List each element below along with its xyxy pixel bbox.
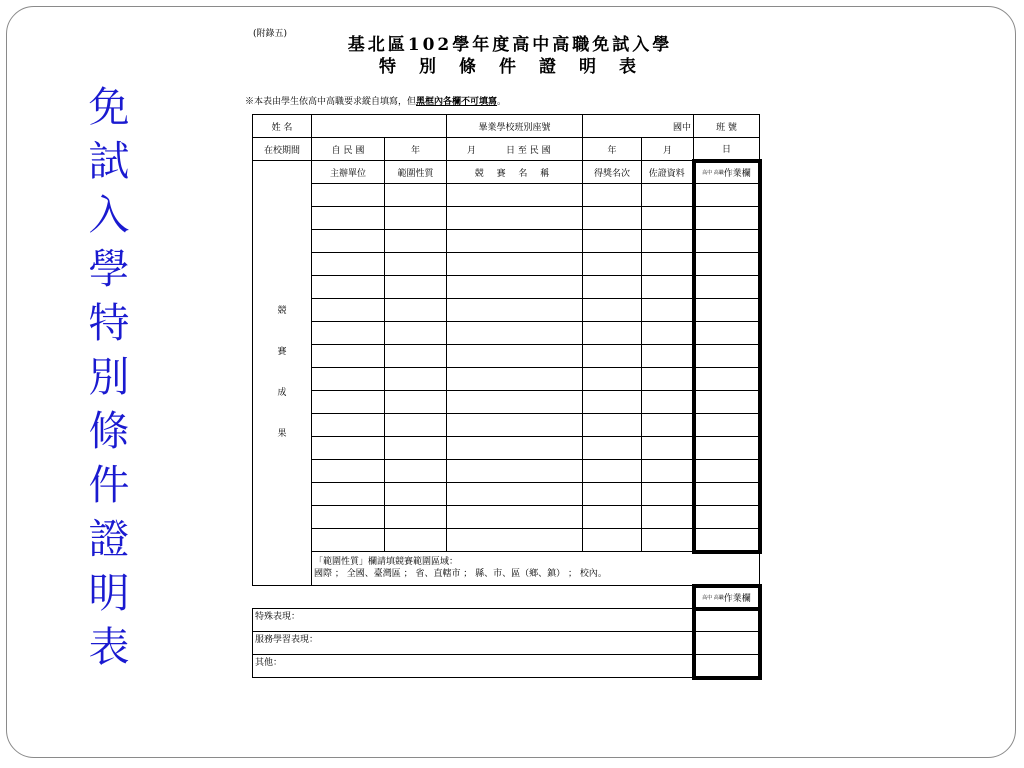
entry-cell[interactable] xyxy=(312,276,385,299)
entry-cell[interactable] xyxy=(447,368,583,391)
junior-high-label: 國中 xyxy=(583,115,694,138)
school-mark: 高中 高職 xyxy=(702,170,724,177)
period-label: 在校期間 xyxy=(253,138,312,161)
work-column-cell xyxy=(694,391,760,414)
entry-cell[interactable] xyxy=(583,460,642,483)
entry-cell[interactable] xyxy=(447,322,583,345)
name-label: 姓 名 xyxy=(253,115,312,138)
work-column-cell xyxy=(694,529,760,552)
contest-entry-row xyxy=(253,230,760,253)
lower-school-mark: 高中 高職 xyxy=(702,594,724,601)
service-learning-row-label: 服務學習表現： xyxy=(255,635,319,645)
title-line-1: 基北區102學年度高中高職免試入學 xyxy=(347,35,673,55)
entry-cell[interactable] xyxy=(385,322,447,345)
contest-entry-row xyxy=(253,506,760,529)
entry-cell[interactable] xyxy=(642,184,694,207)
lower-work-label: 作業欄 xyxy=(723,593,751,604)
entry-cell[interactable] xyxy=(642,230,694,253)
remark-line-1: 「範圍性質」欄請填競賽範圍區域： xyxy=(314,556,459,567)
col-rank: 得獎名次 xyxy=(583,161,642,184)
entry-cell[interactable] xyxy=(642,322,694,345)
entry-cell[interactable] xyxy=(385,529,447,552)
entry-cell[interactable] xyxy=(583,230,642,253)
side-title-char: 免 xyxy=(88,83,130,131)
entry-cell[interactable] xyxy=(447,230,583,253)
col-work xyxy=(694,161,760,184)
contest-entry-row xyxy=(253,345,760,368)
entry-cell[interactable] xyxy=(312,414,385,437)
entry-cell[interactable] xyxy=(583,506,642,529)
entry-cell[interactable] xyxy=(583,368,642,391)
entry-cell[interactable] xyxy=(642,529,694,552)
entry-cell[interactable] xyxy=(583,253,642,276)
work-column-cell xyxy=(694,299,760,322)
entry-cell[interactable] xyxy=(385,276,447,299)
entry-cell[interactable] xyxy=(583,391,642,414)
period-month2: 月 xyxy=(642,138,694,161)
title-line-2: 特別條件證明表 xyxy=(379,57,659,77)
work-column-cell xyxy=(694,414,760,437)
entry-cell[interactable] xyxy=(447,207,583,230)
work-column-cell xyxy=(694,368,760,391)
side-title xyxy=(84,80,134,674)
contest-entry-row xyxy=(253,322,760,345)
work-column-cell xyxy=(694,345,760,368)
entry-cell[interactable] xyxy=(642,276,694,299)
entry-cell[interactable] xyxy=(385,460,447,483)
entry-cell[interactable] xyxy=(583,414,642,437)
entry-cell[interactable] xyxy=(312,437,385,460)
entry-cell[interactable] xyxy=(385,414,447,437)
contest-entry-row xyxy=(253,529,760,552)
side-title-char: 入 xyxy=(88,191,130,239)
work-column-cell xyxy=(694,207,760,230)
entry-cell[interactable] xyxy=(447,506,583,529)
entry-cell[interactable] xyxy=(385,483,447,506)
entry-cell[interactable] xyxy=(447,529,583,552)
entry-cell[interactable] xyxy=(385,345,447,368)
section-label-char: 果 xyxy=(277,429,287,439)
entry-cell[interactable] xyxy=(583,299,642,322)
certificate-form xyxy=(252,114,762,680)
contest-entry-row xyxy=(253,184,760,207)
other-row-work-cell xyxy=(694,655,760,678)
entry-cell[interactable] xyxy=(312,345,385,368)
entry-cell[interactable] xyxy=(583,276,642,299)
contest-entry-row xyxy=(253,368,760,391)
entry-cell[interactable] xyxy=(583,184,642,207)
special-performance-row xyxy=(253,609,760,632)
special-performance-row-work-cell xyxy=(694,609,760,632)
entry-cell[interactable] xyxy=(447,276,583,299)
entry-cell[interactable] xyxy=(385,506,447,529)
section-label-char: 成 xyxy=(277,388,287,398)
special-performance-row-label: 特殊表現： xyxy=(255,612,301,622)
section-label-char: 競 xyxy=(277,306,287,316)
entry-cell[interactable] xyxy=(642,483,694,506)
period-from: 自 民 國 xyxy=(312,138,385,161)
remark-row xyxy=(253,552,760,586)
lower-work-header xyxy=(694,586,760,609)
entry-cell[interactable] xyxy=(583,437,642,460)
work-column-cell xyxy=(694,483,760,506)
entry-cell[interactable] xyxy=(312,207,385,230)
entry-cell[interactable] xyxy=(312,322,385,345)
work-column-cell xyxy=(694,276,760,299)
name-field[interactable] xyxy=(312,115,447,138)
column-header-row xyxy=(253,161,760,184)
entry-cell[interactable] xyxy=(583,529,642,552)
contest-entry-row xyxy=(253,483,760,506)
entry-cell[interactable] xyxy=(583,345,642,368)
entry-cell[interactable] xyxy=(642,299,694,322)
period-row xyxy=(253,138,760,161)
work-column-cell xyxy=(694,253,760,276)
entry-cell[interactable] xyxy=(312,299,385,322)
entry-cell[interactable] xyxy=(385,184,447,207)
entry-cell[interactable] xyxy=(447,483,583,506)
col-organizer: 主辦單位 xyxy=(312,161,385,184)
period-year: 年 xyxy=(385,138,447,161)
entry-cell[interactable] xyxy=(312,529,385,552)
service-learning-row xyxy=(253,632,760,655)
contest-entry-row xyxy=(253,460,760,483)
side-title-char: 學 xyxy=(88,245,130,293)
entry-cell[interactable] xyxy=(583,483,642,506)
entry-cell[interactable] xyxy=(447,414,583,437)
entry-cell[interactable] xyxy=(312,184,385,207)
entry-cell[interactable] xyxy=(583,322,642,345)
side-title-char: 試 xyxy=(88,137,130,185)
entry-cell[interactable] xyxy=(642,437,694,460)
entry-cell[interactable] xyxy=(385,230,447,253)
name-row xyxy=(253,115,760,138)
contest-results-label xyxy=(253,161,312,586)
entry-cell[interactable] xyxy=(642,253,694,276)
entry-cell[interactable] xyxy=(642,207,694,230)
side-title-char: 別 xyxy=(88,353,130,401)
work-column-cell xyxy=(694,184,760,207)
entry-cell[interactable] xyxy=(447,299,583,322)
col-contest-name: 競 賽 名 稱 xyxy=(447,161,583,184)
lower-header-row xyxy=(253,586,760,609)
contest-entry-row xyxy=(253,437,760,460)
entry-cell[interactable] xyxy=(385,299,447,322)
entry-cell[interactable] xyxy=(447,460,583,483)
contest-entry-row xyxy=(253,207,760,230)
work-column-cell xyxy=(694,460,760,483)
side-title-char: 證 xyxy=(88,515,130,563)
entry-cell[interactable] xyxy=(385,391,447,414)
work-col-label: 作業欄 xyxy=(723,169,751,180)
scope-remark xyxy=(312,552,760,586)
contest-entry-row xyxy=(253,276,760,299)
entry-cell[interactable] xyxy=(447,345,583,368)
note-suffix: 。 xyxy=(497,97,507,107)
entry-cell[interactable] xyxy=(642,506,694,529)
entry-cell[interactable] xyxy=(385,368,447,391)
side-title-char: 條 xyxy=(88,407,130,455)
other-row-field[interactable] xyxy=(253,655,694,678)
entry-cell[interactable] xyxy=(385,207,447,230)
col-evidence: 佐證資料 xyxy=(642,161,694,184)
entry-cell[interactable] xyxy=(312,230,385,253)
entry-cell[interactable] xyxy=(312,391,385,414)
entry-cell[interactable] xyxy=(447,253,583,276)
other-row-label: 其他： xyxy=(255,658,283,668)
work-column-cell xyxy=(694,230,760,253)
entry-cell[interactable] xyxy=(642,368,694,391)
contest-entry-row xyxy=(253,414,760,437)
entry-cell[interactable] xyxy=(447,184,583,207)
entry-cell[interactable] xyxy=(385,437,447,460)
work-column-cell xyxy=(694,322,760,345)
entry-cell[interactable] xyxy=(385,253,447,276)
entry-cell[interactable] xyxy=(642,345,694,368)
note-bold: 黑框內各欄不可填寫 xyxy=(416,97,498,107)
remark-line-2: 國際 ； 全國、臺灣區 ； 省、直轄市 ； 縣、市、區（鄉、鎮） ； 校內。 xyxy=(314,568,607,579)
class-number-label: 班 號 xyxy=(694,115,760,138)
entry-cell[interactable] xyxy=(447,437,583,460)
period-year2: 年 xyxy=(583,138,642,161)
school-label: 畢業學校班別座號 xyxy=(447,115,583,138)
entry-cell[interactable] xyxy=(642,414,694,437)
service-learning-row-field[interactable] xyxy=(253,632,694,655)
period-month: 月 xyxy=(467,145,477,156)
other-row xyxy=(253,655,760,678)
contest-entry-row xyxy=(253,253,760,276)
instruction-note xyxy=(245,94,506,107)
col-scope: 範圍性質 xyxy=(385,161,447,184)
contest-entry-row xyxy=(253,391,760,414)
entry-cell[interactable] xyxy=(312,460,385,483)
note-prefix: ※本表由學生依高中高職要求縱自填寫，但 xyxy=(245,97,417,107)
entry-cell[interactable] xyxy=(312,483,385,506)
entry-cell[interactable] xyxy=(642,391,694,414)
period-month-day xyxy=(447,138,583,161)
work-column-cell xyxy=(694,506,760,529)
entry-cell[interactable] xyxy=(583,207,642,230)
service-learning-row-work-cell xyxy=(694,632,760,655)
contest-entry-row xyxy=(253,299,760,322)
side-title-char: 明 xyxy=(88,569,130,617)
period-day-to: 日 至 民 國 xyxy=(506,145,551,156)
work-column-cell xyxy=(694,437,760,460)
lower-blank xyxy=(253,586,694,609)
entry-cell[interactable] xyxy=(312,368,385,391)
entry-cell[interactable] xyxy=(312,506,385,529)
period-day2: 日 xyxy=(694,138,760,161)
side-title-char: 特 xyxy=(88,299,130,347)
entry-cell[interactable] xyxy=(642,460,694,483)
entry-cell[interactable] xyxy=(447,391,583,414)
entry-cell[interactable] xyxy=(312,253,385,276)
section-label-char: 賽 xyxy=(277,347,287,357)
document-title xyxy=(300,34,720,78)
special-performance-row-field[interactable] xyxy=(253,609,694,632)
side-title-char: 件 xyxy=(88,461,130,509)
side-title-char: 表 xyxy=(88,623,130,671)
appendix-label: (附錄五) xyxy=(253,29,288,39)
